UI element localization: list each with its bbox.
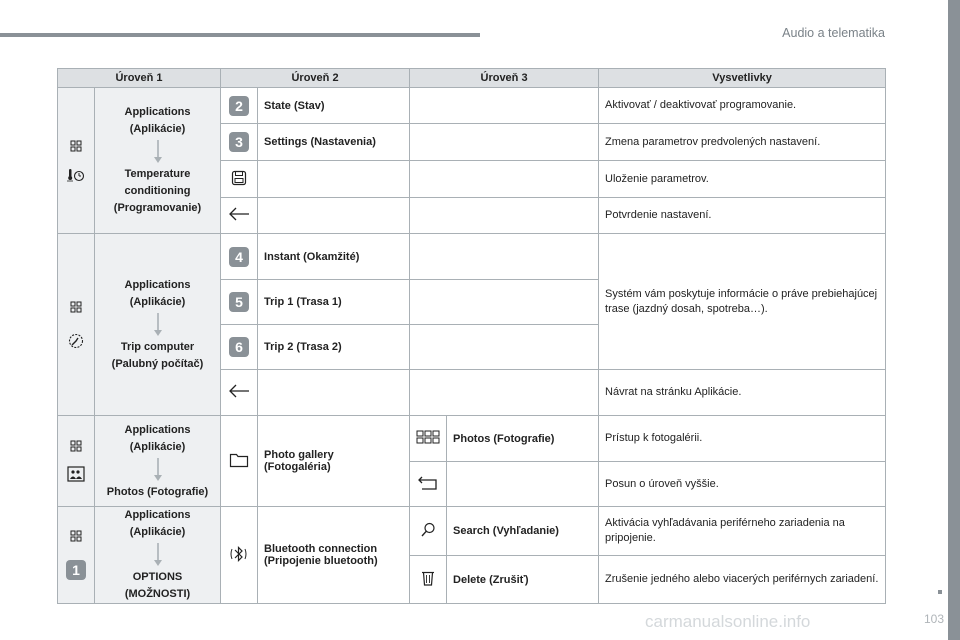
header-level3: Úroveň 3 — [410, 69, 599, 88]
page-number: 103 — [923, 612, 944, 626]
level1-line: (MOŽNOSTI) — [124, 588, 191, 600]
level1-line: Applications — [124, 423, 191, 436]
level3-empty — [410, 325, 599, 370]
header-level2: Úroveň 2 — [221, 69, 410, 88]
callout-badge: 6 — [229, 337, 249, 357]
level2-badge-cell — [221, 88, 258, 124]
photo-grid-icon — [416, 430, 440, 444]
apps-grid-icon — [70, 530, 82, 542]
level1-line: Photos (Fotografie) — [106, 485, 209, 498]
explanation: Aktivácia vyhľadávania periférneho zariadenia na pripojenie. — [599, 507, 886, 556]
watermark: carmanualsonline.info — [645, 612, 811, 631]
section-title: Audio a telematika — [782, 26, 885, 40]
side-tab — [948, 0, 960, 640]
level2-icon-cell — [221, 507, 258, 604]
level2-badge-cell — [221, 325, 258, 370]
level2-trip1: Trip 1 (Trasa 1) — [258, 280, 410, 325]
table-row — [58, 416, 886, 462]
level2-icon-cell — [221, 161, 258, 198]
level3-empty — [410, 124, 599, 161]
temperature-clock-icon — [67, 168, 85, 182]
level3-photos: Photos (Fotografie) — [447, 416, 599, 462]
level3-icon-cell — [410, 416, 447, 462]
back-arrow-icon — [228, 384, 250, 398]
level3-icon-cell — [410, 462, 447, 507]
level1-line: OPTIONS — [132, 571, 183, 583]
level3-empty — [410, 280, 599, 325]
level1-temperature — [95, 88, 221, 234]
level1-line: Applications — [124, 509, 191, 521]
apps-grid-icon — [70, 301, 82, 313]
table-header-row — [58, 69, 886, 88]
level1-line: (Aplikácie) — [129, 123, 186, 135]
level2-line: (Pripojenie bluetooth) — [264, 555, 378, 567]
level3-empty — [410, 234, 599, 280]
level2-line: (Fotogaléria) — [264, 461, 331, 473]
level1-trip-computer — [95, 234, 221, 416]
level2-icon-cell — [221, 370, 258, 416]
photo-icon — [67, 466, 85, 482]
level3-icon-cell — [410, 507, 447, 556]
bullet-mark — [938, 590, 942, 594]
level1-line: (Aplikácie) — [129, 526, 186, 538]
level2-badge-cell — [221, 124, 258, 161]
level2-state: State (Stav) — [258, 88, 410, 124]
level1-line: (Palubný počítač) — [111, 357, 204, 370]
level2-line: Photo gallery — [264, 449, 334, 461]
level2-settings: Settings (Nastavenia) — [258, 124, 410, 161]
level1-photos — [95, 416, 221, 507]
arrow-down-icon — [153, 140, 163, 164]
level1-line: Applications — [124, 106, 191, 118]
explanation: Návrat na stránku Aplikácie. — [599, 370, 886, 416]
explanation: Zmena parametrov predvolených nastavení. — [599, 124, 886, 161]
level3-delete: Delete (Zrušiť) — [447, 556, 599, 604]
level1-icons — [58, 416, 95, 507]
level1-line: (Aplikácie) — [129, 295, 186, 308]
level2-icon-cell — [221, 198, 258, 234]
search-icon — [420, 522, 436, 538]
level2-line: Bluetooth connection — [264, 543, 378, 555]
level3-empty — [410, 370, 599, 416]
level1-line: (Programovanie) — [113, 202, 202, 214]
table-row — [58, 88, 886, 124]
back-arrow-icon — [228, 207, 250, 221]
up-level-icon — [417, 475, 439, 491]
level1-line: Trip computer — [120, 340, 195, 353]
explanation: Prístup k fotogalérii. — [599, 416, 886, 462]
level3-empty — [447, 462, 599, 507]
explanation: Posun o úroveň vyššie. — [599, 462, 886, 507]
header-explanation: Vysvetlivky — [599, 69, 886, 88]
explanation: Uloženie parametrov. — [599, 161, 886, 198]
level2-empty — [258, 198, 410, 234]
level2-empty — [258, 161, 410, 198]
callout-badge: 3 — [229, 132, 249, 152]
level2-icon-cell — [221, 416, 258, 507]
level2-bluetooth — [258, 507, 410, 604]
callout-badge: 5 — [229, 292, 249, 312]
level1-line: Temperature — [124, 168, 191, 180]
level1-icons — [58, 88, 95, 234]
level2-trip2: Trip 2 (Trasa 2) — [258, 325, 410, 370]
level3-search: Search (Vyhľadanie) — [447, 507, 599, 556]
level1-options — [95, 507, 221, 604]
trash-icon — [421, 570, 435, 586]
folder-icon — [229, 452, 249, 468]
apps-grid-icon — [70, 140, 82, 152]
table-row — [58, 507, 886, 556]
explanation: Zrušenie jedného alebo viacerých periférnych zariadení. — [599, 556, 886, 604]
callout-badge: 4 — [229, 247, 249, 267]
arrow-down-icon — [153, 313, 163, 337]
level2-badge-cell — [221, 280, 258, 325]
explanation: Aktivovať / deaktivovať programovanie. — [599, 88, 886, 124]
level3-empty — [410, 198, 599, 234]
level2-photo-gallery — [258, 416, 410, 507]
callout-badge: 1 — [66, 560, 86, 580]
level3-icon-cell — [410, 556, 447, 604]
level2-empty — [258, 370, 410, 416]
explanation-trip: Systém vám poskytuje informácie o práve prebiehajúcej trase (jazdný dosah, spotreba…). — [599, 234, 886, 370]
trip-gauge-icon — [68, 333, 84, 349]
table-row — [58, 234, 886, 280]
explanation: Potvrdenie nastavení. — [599, 198, 886, 234]
level1-line: (Aplikácie) — [129, 440, 186, 453]
save-icon — [231, 170, 247, 186]
bluetooth-icon — [229, 545, 249, 563]
arrow-down-icon — [153, 458, 163, 482]
level3-empty — [410, 88, 599, 124]
header-level1: Úroveň 1 — [58, 69, 221, 88]
apps-grid-icon — [70, 440, 82, 452]
level3-empty — [410, 161, 599, 198]
level1-icons — [58, 507, 95, 604]
callout-badge: 2 — [229, 96, 249, 116]
arrow-down-icon — [153, 543, 163, 567]
level2-badge-cell — [221, 234, 258, 280]
level1-line: Applications — [124, 278, 191, 291]
level2-instant: Instant (Okamžité) — [258, 234, 410, 280]
level1-icons — [58, 234, 95, 416]
menu-table — [57, 68, 886, 604]
header-bar — [0, 33, 480, 37]
level1-line: conditioning — [124, 185, 191, 197]
